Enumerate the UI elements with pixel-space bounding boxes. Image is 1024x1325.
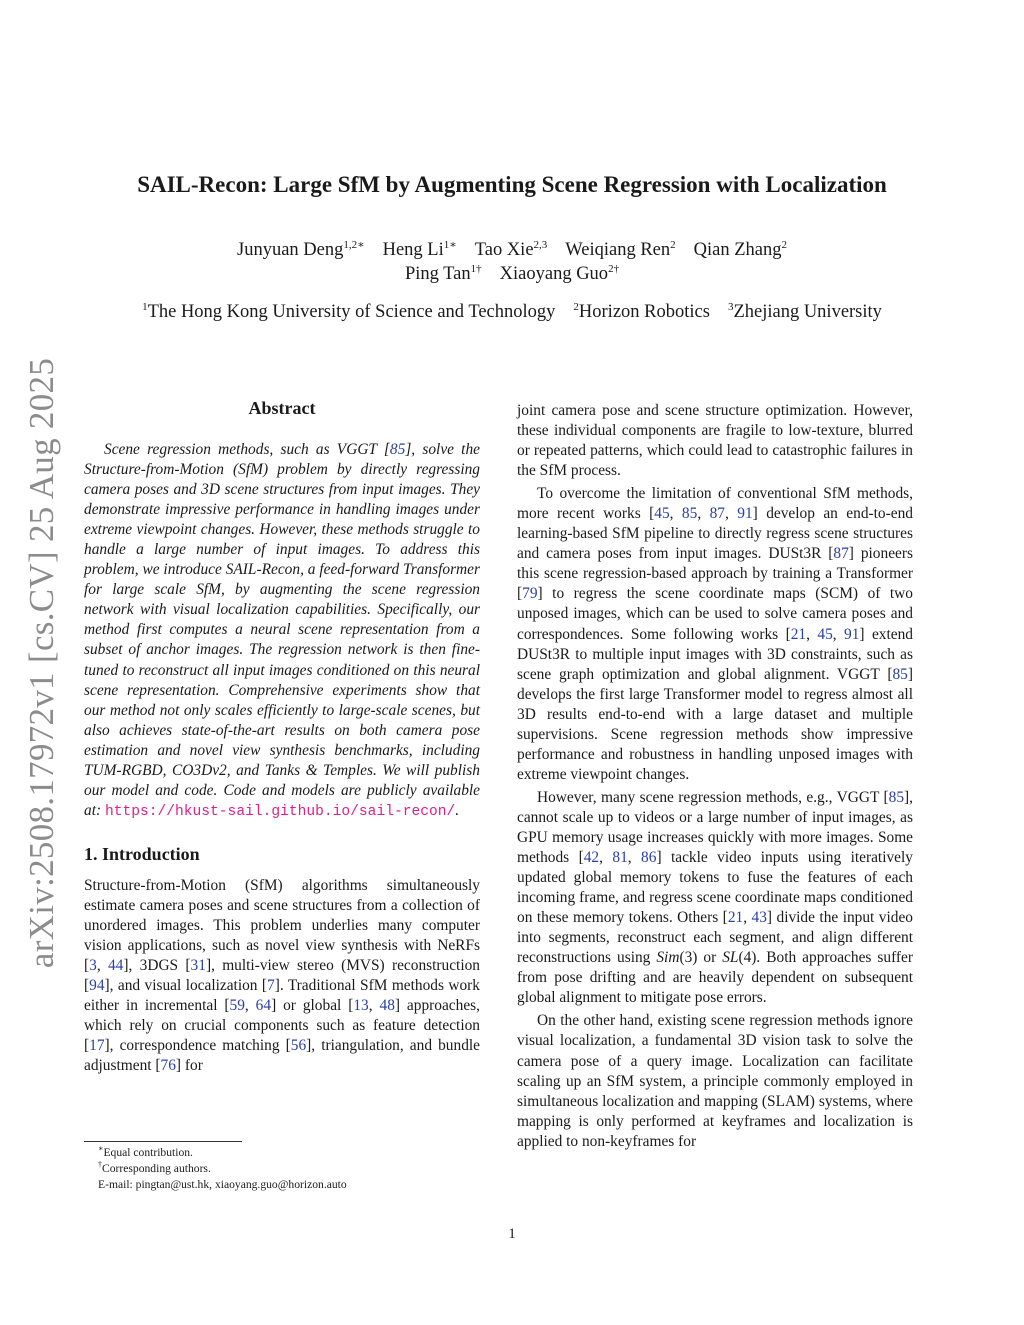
left-column (84, 398, 480, 1079)
abstract-heading: Abstract (248, 398, 316, 418)
citation-link[interactable]: 43 (751, 909, 767, 927)
citation-link[interactable]: 45 (817, 625, 833, 643)
author-list-row2 (0, 264, 1024, 285)
citation-link[interactable]: 94 (89, 977, 105, 995)
paper-title: SAIL-Recon: Large SfM by Augmenting Scene Regression with Localization (137, 172, 887, 197)
math-sl: SL (722, 949, 739, 967)
author: Xiaoyang Guo$^{2\dagger}$ (499, 262, 620, 284)
citation-link[interactable]: 31 (190, 957, 206, 975)
math-sim: Sim (656, 949, 680, 967)
citation-link[interactable]: 85 (389, 441, 406, 458)
footnote-corresponding: †Corresponding authors. (98, 1160, 211, 1175)
intro-paragraph-4: However, many scene regression methods, e.g., VGGT [85], cannot scale up to videos or a large number of input images, as GPU memory usage increases quickly with more images. Some methods [42, 81, 86] tackle video inputs using iteratively updated global memory tokens to fuse the features of each incoming frame, and regress scene coordinate maps conditioned on these memory tokens. Others [21, 43] divide the input video into segments, reconstruct each segment, and align different reconstructions using Sim(3) or SL(4). Both approaches suffer from pose drifting and are heavily dependent on subsequent global alignment to mitigate pose errors. (517, 788, 913, 1007)
citation-link[interactable]: 42 (583, 849, 600, 867)
citation-link[interactable]: 3 (89, 957, 97, 975)
intro-paragraph-5: On the other hand, existing scene regression methods ignore visual localization, a fundamental 3D vision task to solve the camera pose of a query image. Localization can facilitate scaling up an SfM system, a principle commonly employed in simultaneous localization and mapping (SLAM) systems, where mapping is only performed at keyframes and localization is applied to non-keyframes for (517, 1012, 913, 1150)
author: Junyuan Deng$^{1,2∗}$ (237, 238, 365, 260)
citation-link[interactable]: 13 (353, 997, 369, 1015)
abstract-text: Scene regression methods, such as VGGT [85], solve the Structure-from-Motion (SfM) problem by directly regressing camera poses and 3D scene structures from input images. They demonstrate impressive performance in handling images under extreme viewpoint changes. However, these methods struggle to handle a large number of input images. To address this problem, we introduce SAIL-Recon, a feed-forward Transformer for large scale SfM, by augmenting the scene regression network with visual localization capabilities. Specifically, our method first computes a neural scene representation from a subset of anchor images. The regression network is then fine-tuned to reconstruct all input images conditioned on this neural scene representation. Comprehensive experiments show that our method not only scales efficiently to large-scale scenes, but also achieves state-of-the-art results on both camera pose estimation and novel view synthesis benchmarks, including TUM-RGBD, CO3Dv2, and Tanks & Temples. We will publish our model and code. Code and models are publicly available at: https://hkust-sail.github.io/sail-recon/. (84, 441, 480, 820)
footnote-email: E-mail: pingtan@ust.hk, xiaoyang.guo@horizon.auto (98, 1178, 347, 1191)
citation-link[interactable]: 79 (522, 585, 538, 603)
footnote-divider (84, 1141, 242, 1142)
affiliation: $^3$Zhejiang University (727, 300, 882, 322)
citation-link[interactable]: 85 (681, 505, 698, 523)
citation-link[interactable]: 64 (255, 997, 272, 1015)
intro-paragraph-1: Structure-from-Motion (SfM) algorithms simultaneously estimate camera poses and scene structures from a collection of unordered images. This problem underlies many computer vision applications, such as novel view synthesis with NeRFs [3, 44], 3DGS [31], multi-view stereo (MVS) reconstruction [94], and visual localization [7]. Traditional SfM methods work either in incremental [59, 64] or global [13, 48] approaches, which rely on crucial components such as feature detection [17], correspondence matching [56], triangulation, and bundle adjustment [76] for (84, 876, 481, 1075)
citation-link[interactable]: 44 (107, 957, 124, 975)
citation-link[interactable]: 85 (892, 665, 908, 683)
project-url-link[interactable]: https://hkust-sail.github.io/sail-recon/ (104, 803, 456, 820)
footnote-equal-contribution: ∗Equal contribution. (98, 1144, 193, 1159)
citation-link[interactable]: 87 (833, 545, 849, 563)
intro-paragraph-3: To overcome the limitation of conventional SfM methods, more recent works [45, 85, 87, 91] develop an end-to-end learning-based SfM pipeline to directly regress scene structures and camera poses from input images. DUSt3R [87] pioneers this scene regression-based approach by training a Transformer [79] to regress the scene coordinate maps (SCM) of two unposed images, which can be used to solve camera poses and correspondences. Some following works [21, 45, 91] extend DUSt3R to multiple input images with 3D constraints, such as scene graph optimization and global alignment. VGGT [85] develops the first large Transformer model to regress almost all 3D results end-to-end with a large dataset and multiple supervisions. Scene regression methods show impressive performance and robustness in handling unposed images with extreme viewpoint changes. (517, 485, 913, 783)
right-column (517, 401, 913, 1155)
citation-link[interactable]: 7 (267, 977, 275, 995)
citation-link[interactable]: 59 (229, 997, 245, 1015)
arxiv-stamp-text: arXiv:2508.17972v1 [cs.CV] 25 Aug 2025 (22, 357, 61, 969)
citation-link[interactable]: 48 (379, 997, 395, 1015)
citation-link[interactable]: 86 (641, 849, 657, 867)
citation-link[interactable]: 91 (844, 625, 860, 643)
section-heading-introduction: 1. Introduction (84, 843, 200, 864)
citation-link[interactable]: 45 (654, 505, 670, 523)
citation-link[interactable]: 91 (737, 505, 753, 523)
citation-link[interactable]: 87 (709, 505, 725, 523)
author-list-row1 (0, 240, 1024, 261)
author: Weiqiang Ren$^2$ (565, 238, 676, 260)
arxiv-stamp (6, 357, 78, 969)
citation-link[interactable]: 21 (790, 625, 807, 643)
author: Ping Tan$^{1\dagger}$ (404, 262, 482, 284)
author: Tao Xie$^{2,3}$ (474, 238, 548, 260)
affiliation: $^2$Horizon Robotics (573, 300, 710, 322)
citation-link[interactable]: 81 (612, 849, 628, 867)
citation-link[interactable]: 17 (89, 1037, 105, 1055)
citation-link[interactable]: 56 (290, 1037, 307, 1055)
citation-link[interactable]: 76 (160, 1057, 176, 1075)
affiliations (0, 302, 1024, 323)
intro-paragraph-2: joint camera pose and scene structure optimization. However, these individual components are fragile to low-texture, blurred or repeated patterns, which could lead to catastrophic failures in the SfM process. (517, 402, 913, 480)
citation-link[interactable]: 85 (888, 788, 905, 806)
page-number: 1 (508, 1226, 516, 1242)
citation-link[interactable]: 21 (727, 909, 744, 927)
footnotes (84, 1145, 347, 1193)
author: Qian Zhang$^2$ (693, 238, 787, 260)
author: Heng $Li^{1∗}$ (382, 238, 457, 260)
affiliation: $^1$The Hong Kong University of Science and Technology (142, 300, 556, 322)
